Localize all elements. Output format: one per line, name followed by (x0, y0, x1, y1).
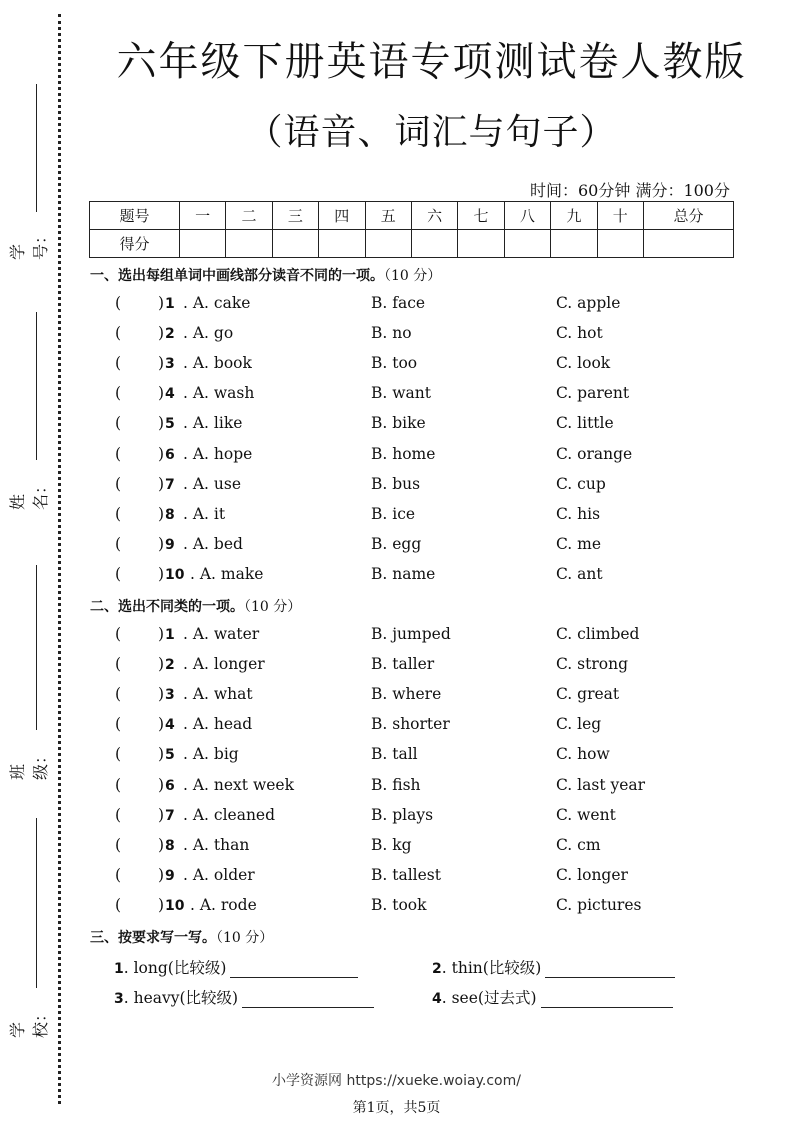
score-table-score-row (90, 230, 734, 258)
question-number: 5 (165, 416, 175, 433)
option-b: B. home (371, 444, 436, 463)
section3-points: （10 分） (216, 930, 274, 946)
question-row (0, 715, 793, 739)
score-cell: 三 (272, 202, 318, 230)
answer-paren-right: ) (158, 865, 165, 884)
option-c: C. orange (556, 444, 633, 463)
answer-paren-left[interactable]: ( (115, 414, 122, 433)
answer-paren-right: ) (158, 715, 165, 734)
question-number: 10 (165, 566, 185, 583)
question-number: 8 (165, 837, 175, 854)
option-a: . A. book (183, 354, 252, 373)
option-b: B. too (371, 354, 418, 373)
question-row (0, 655, 793, 679)
answer-paren-left[interactable]: ( (115, 354, 122, 373)
option-a: . A. big (183, 745, 239, 764)
question-number: 9 (165, 867, 175, 884)
option-b: B. face (371, 294, 426, 312)
option-c: C. hot (556, 324, 603, 343)
question-number: 2 (165, 657, 175, 674)
question-row (0, 475, 793, 499)
question-number: 1 (165, 627, 175, 643)
cut-line (58, 14, 61, 1104)
score-entry-cell[interactable] (643, 230, 733, 258)
score-cell: 二 (226, 202, 272, 230)
page-title: 六年级下册英语专项测试卷人教版 (116, 39, 747, 85)
answer-paren-left[interactable]: ( (115, 324, 122, 343)
writing-item (114, 956, 358, 982)
question-number: 7 (165, 807, 175, 824)
question-number: 5 (165, 747, 175, 764)
option-c: C. parent (556, 384, 630, 403)
option-b: B. where (371, 685, 442, 704)
question-number: 4 (165, 386, 175, 403)
option-a: . A. cleaned (183, 805, 276, 824)
question-number: 3 (165, 356, 175, 373)
option-b: B. no (371, 324, 412, 343)
writing-item-text: . heavy(比较级) (123, 989, 239, 1007)
option-a: . A. go (183, 324, 234, 343)
score-cell: 八 (504, 202, 550, 230)
answer-paren-right: ) (158, 354, 165, 373)
answer-paren-right: ) (158, 655, 165, 674)
section2-points: （10 分） (244, 599, 302, 615)
name-label: 姓名： (8, 477, 50, 510)
question-row (0, 836, 793, 860)
option-c: C. how (556, 745, 610, 764)
option-a: . A. it (183, 504, 226, 523)
option-c: C. longer (556, 865, 628, 884)
question-row (0, 354, 793, 378)
section1-heading (90, 265, 441, 285)
answer-paren-left[interactable]: ( (115, 504, 122, 523)
option-a: . A. than (183, 835, 250, 854)
option-b: B. took (371, 895, 427, 914)
writing-item-number: 1 (114, 961, 124, 977)
writing-item (432, 986, 673, 1012)
answer-paren-left[interactable]: ( (115, 745, 122, 764)
option-a: . A. head (183, 715, 253, 734)
option-a: . A. bed (183, 534, 243, 553)
answer-paren-left[interactable]: ( (115, 685, 122, 704)
answer-paren-left[interactable]: ( (115, 625, 122, 643)
score-entry-cell[interactable] (226, 230, 272, 258)
score-cell: 得分 (90, 230, 180, 258)
answer-paren-right: ) (158, 324, 165, 343)
writing-item (114, 986, 374, 1012)
option-b: B. tall (371, 745, 418, 764)
option-c: C. went (556, 805, 616, 824)
option-b: B. egg (371, 534, 422, 553)
question-row (0, 806, 793, 830)
question-number: 4 (165, 717, 175, 734)
answer-paren-left[interactable]: ( (115, 474, 122, 493)
option-a: . A. what (183, 685, 253, 704)
time-info: 时间：60分钟 满分：100分 (530, 181, 730, 200)
question-number: 1 (165, 296, 175, 312)
question-row (0, 445, 793, 469)
option-b: B. taller (371, 655, 435, 674)
question-row (0, 776, 793, 800)
question-row (0, 565, 793, 589)
answer-blank[interactable] (545, 961, 675, 978)
writing-item-text: . long(比较级) (123, 959, 227, 977)
answer-paren-left[interactable]: ( (115, 384, 122, 403)
question-row (0, 866, 793, 890)
option-b: B. name (371, 564, 436, 583)
answer-paren-right: ) (158, 384, 165, 403)
writing-item-number: 3 (114, 991, 124, 1007)
question-row (0, 414, 793, 438)
answer-paren-right: ) (158, 805, 165, 824)
option-b: B. kg (371, 835, 412, 854)
answer-paren-left[interactable]: ( (115, 715, 122, 734)
option-b: B. bike (371, 414, 426, 433)
score-cell: 总分 (643, 202, 733, 230)
score-cell: 五 (365, 202, 411, 230)
section3-title: 三、按要求写一写。 (90, 930, 216, 946)
student-info-sidebar (0, 0, 68, 1122)
option-b: B. plays (371, 805, 434, 824)
writing-item-number: 2 (432, 961, 442, 977)
question-number: 6 (165, 446, 175, 463)
section2-title: 二、选出不同类的一项。 (90, 599, 244, 615)
student-number-line (36, 84, 37, 212)
student-number-label: 学号： (8, 227, 50, 260)
answer-paren-left[interactable]: ( (115, 835, 122, 854)
answer-paren-right: ) (158, 685, 165, 704)
answer-paren-left[interactable]: ( (115, 895, 122, 914)
question-row (0, 324, 793, 348)
score-cell: 十 (597, 202, 643, 230)
option-a: . A. cake (183, 294, 251, 312)
class-label: 班级： (8, 747, 50, 780)
score-table-header-row (90, 202, 734, 230)
answer-paren-left[interactable]: ( (115, 564, 122, 583)
score-table (89, 201, 734, 258)
writing-item (432, 956, 675, 982)
question-number: 6 (165, 777, 175, 794)
score-entry-cell[interactable] (272, 230, 318, 258)
question-number: 2 (165, 326, 175, 343)
question-number: 7 (165, 476, 175, 493)
answer-paren-left[interactable]: ( (115, 444, 122, 463)
answer-paren-left[interactable]: ( (115, 775, 122, 794)
option-c: C. look (556, 354, 611, 373)
school-label: 学校： (8, 1005, 50, 1038)
section1-title: 一、选出每组单词中画线部分读音不同的一项。 (90, 268, 384, 284)
option-c: C. little (556, 414, 614, 433)
option-a: . A. hope (183, 444, 253, 463)
option-c: C. cup (556, 474, 606, 493)
option-a: . A. longer (183, 655, 265, 674)
question-row (0, 685, 793, 709)
writing-item-text: . thin(比较级) (441, 959, 542, 977)
answer-blank[interactable] (242, 991, 374, 1008)
answer-paren-right: ) (158, 564, 165, 583)
answer-paren-left[interactable]: ( (115, 805, 122, 824)
footer-site: 小学资源网 https://xueke.woiay.com/ (272, 1073, 521, 1089)
option-a: . A. water (183, 625, 260, 643)
score-cell: 六 (411, 202, 457, 230)
option-c: C. cm (556, 835, 601, 854)
option-b: B. bus (371, 474, 421, 493)
score-cell: 四 (319, 202, 365, 230)
score-entry-cell[interactable] (411, 230, 457, 258)
option-b: B. shorter (371, 715, 450, 734)
section2-heading (90, 596, 301, 616)
score-entry-cell[interactable] (458, 230, 504, 258)
question-number: 3 (165, 687, 175, 704)
option-c: C. great (556, 685, 620, 704)
answer-paren-right: ) (158, 625, 165, 643)
question-row (0, 625, 793, 649)
question-row (0, 896, 793, 920)
score-entry-cell[interactable] (365, 230, 411, 258)
writing-item-number: 4 (432, 991, 442, 1007)
option-c: C. me (556, 534, 602, 553)
section3-heading (90, 927, 273, 947)
answer-paren-right: ) (158, 895, 165, 914)
option-b: B. want (371, 384, 431, 403)
score-entry-cell[interactable] (179, 230, 225, 258)
question-number: 8 (165, 506, 175, 523)
option-b: B. fish (371, 775, 421, 794)
writing-item-text: . see(过去式) (441, 989, 537, 1007)
answer-blank[interactable] (230, 961, 358, 978)
question-row (0, 745, 793, 769)
score-cell: 九 (551, 202, 597, 230)
page-number: 第1页，共5页 (352, 1100, 441, 1116)
option-c: C. climbed (556, 625, 640, 643)
question-number: 9 (165, 536, 175, 553)
score-cell: 题号 (90, 202, 180, 230)
option-a: . A. wash (183, 384, 255, 403)
option-c: C. pictures (556, 895, 642, 914)
option-a: . A. use (183, 474, 242, 493)
score-entry-cell[interactable] (319, 230, 365, 258)
question-row (0, 384, 793, 408)
answer-paren-right: ) (158, 745, 165, 764)
option-a: . A. next week (183, 775, 294, 794)
section1-points: （10 分） (384, 268, 442, 284)
answer-paren-right: ) (158, 835, 165, 854)
score-entry-cell[interactable] (551, 230, 597, 258)
answer-paren-left[interactable]: ( (115, 294, 122, 312)
option-a: . A. rode (190, 895, 257, 914)
question-number: 10 (165, 897, 185, 914)
option-b: B. jumped (371, 625, 451, 643)
answer-paren-left[interactable]: ( (115, 865, 122, 884)
option-c: C. last year (556, 775, 646, 794)
option-c: C. leg (556, 715, 602, 734)
answer-paren-right: ) (158, 474, 165, 493)
score-cell: 七 (458, 202, 504, 230)
answer-paren-right: ) (158, 444, 165, 463)
answer-paren-right: ) (158, 414, 165, 433)
answer-paren-right: ) (158, 504, 165, 523)
answer-paren-right: ) (158, 775, 165, 794)
option-c: C. apple (556, 294, 621, 312)
score-entry-cell[interactable] (504, 230, 550, 258)
answer-paren-left[interactable]: ( (115, 534, 122, 553)
question-row (0, 294, 793, 318)
option-b: B. tallest (371, 865, 441, 884)
option-a: . A. like (183, 414, 243, 433)
score-cell: 一 (179, 202, 225, 230)
option-b: B. ice (371, 504, 416, 523)
option-a: . A. older (183, 865, 255, 884)
answer-paren-left[interactable]: ( (115, 655, 122, 674)
answer-paren-right: ) (158, 534, 165, 553)
option-a: . A. make (190, 564, 264, 583)
answer-paren-right: ) (158, 294, 165, 312)
option-c: C. his (556, 504, 601, 523)
score-entry-cell[interactable] (597, 230, 643, 258)
option-c: C. ant (556, 564, 603, 583)
page-subtitle: （语音、词汇与句子） (246, 112, 617, 153)
question-row (0, 535, 793, 559)
option-c: C. strong (556, 655, 628, 674)
question-row (0, 505, 793, 529)
answer-blank[interactable] (541, 991, 673, 1008)
